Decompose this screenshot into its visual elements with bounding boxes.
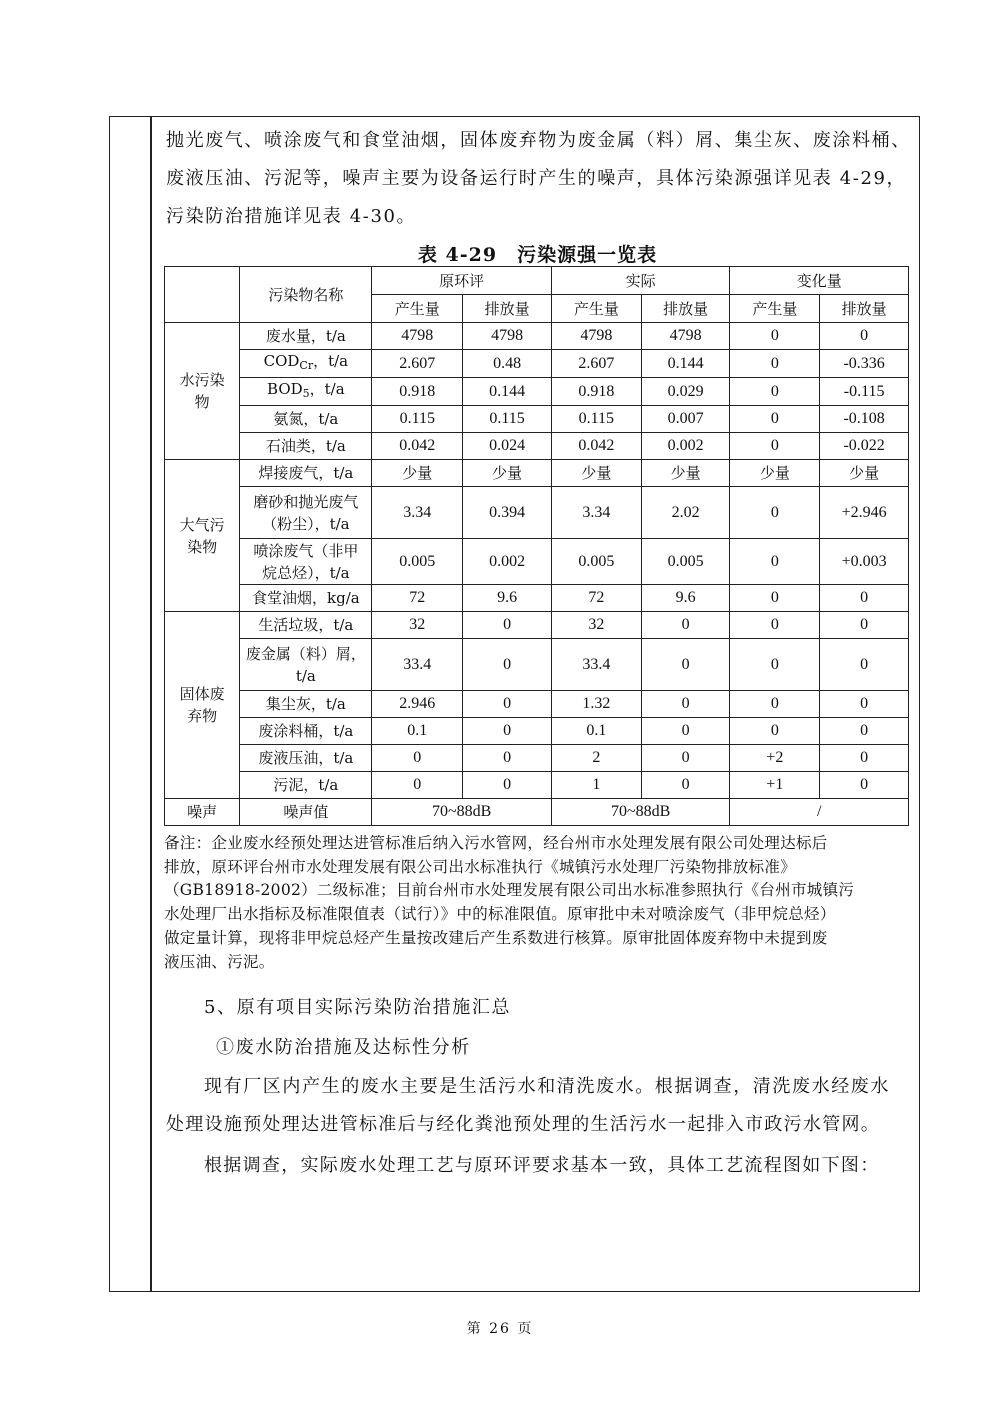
cell: 0 [372, 772, 463, 799]
cell: 2.02 [641, 487, 730, 539]
note-line: （GB18918-2002）二级标准；目前台州市水处理发展有限公司出水标准参照执行《台州市城镇污 [164, 881, 855, 900]
table-row [165, 487, 909, 539]
intro-line-1: 抛光废气、喷涂废气和食堂油烟，固体废弃物为废金属（料）屑、集尘灰、废涂料桶、 [166, 130, 911, 151]
cell: 0 [730, 406, 820, 433]
cell: 0 [730, 433, 820, 460]
row-name: 废液压油，t/a [240, 745, 372, 772]
header-sub: 产生量 [551, 295, 641, 323]
cell: 少量 [820, 460, 909, 487]
cell: 3.34 [372, 487, 463, 539]
cell: 0.48 [463, 350, 552, 378]
header-sub: 排放量 [820, 295, 909, 323]
cell: 0.024 [463, 433, 552, 460]
cell: 32 [551, 612, 641, 639]
cell: 9.6 [463, 585, 552, 612]
cell: 少量 [641, 460, 730, 487]
cell: 0 [730, 539, 820, 585]
cell: 少量 [372, 460, 463, 487]
cell: 0 [641, 612, 730, 639]
cell: 4798 [372, 323, 463, 350]
cell: 2 [551, 745, 641, 772]
cell: 0 [730, 350, 820, 378]
cell: 4798 [463, 323, 552, 350]
cell: 2.607 [372, 350, 463, 378]
cell: 0.394 [463, 487, 552, 539]
cell: +2 [730, 745, 820, 772]
table-row [165, 323, 909, 350]
cell: 2.946 [372, 691, 463, 718]
cell: 70~88dB [372, 799, 552, 826]
cell: 1 [551, 772, 641, 799]
body-line-2: 处理设施预处理达进管标准后与经化粪池预处理的生活污水一起排入市政污水管网。 [166, 1114, 881, 1135]
cell: -0.115 [820, 378, 909, 406]
cell: 0 [463, 718, 552, 745]
table-row [165, 639, 909, 691]
cell: / [730, 799, 909, 826]
cell: 0 [820, 772, 909, 799]
table-row [165, 350, 909, 378]
cell: 4798 [551, 323, 641, 350]
row-name-two-line: 废金属（料）屑， t/a [240, 639, 372, 691]
cell: 0.005 [551, 539, 641, 585]
row-name: 氨氮，t/a [240, 406, 372, 433]
cell: 0 [730, 487, 820, 539]
cell: 0.144 [641, 350, 730, 378]
cell: 0 [463, 691, 552, 718]
table-row [165, 539, 909, 585]
cell: 0 [641, 691, 730, 718]
cell: 0 [463, 772, 552, 799]
row-name-bod: $BOD_5$，t/a [240, 378, 372, 406]
cell: 0.007 [641, 406, 730, 433]
cell: 0 [730, 378, 820, 406]
cell: -0.336 [820, 350, 909, 378]
cell: 0.005 [372, 539, 463, 585]
cell: 72 [372, 585, 463, 612]
category-solid: 固体废 弃物 [165, 612, 240, 799]
cell: 0.005 [641, 539, 730, 585]
row-name: 废水量，t/a [240, 323, 372, 350]
header-sub: 产生量 [730, 295, 820, 323]
cell: 0 [820, 323, 909, 350]
cell: 0 [820, 585, 909, 612]
cell: 0 [820, 639, 909, 691]
category-water: 水污染 物 [165, 323, 240, 460]
cell: 0 [730, 639, 820, 691]
table-row [165, 772, 909, 799]
table-row [165, 718, 909, 745]
header-actual: 实际 [551, 267, 730, 295]
intro-line-2: 废液压油、污泥等，噪声主要为设备运行时产生的噪声，具体污染源强详见表 4-29， [166, 168, 907, 189]
category-air: 大气污 染物 [165, 460, 240, 612]
cell: 33.4 [372, 639, 463, 691]
header-sub: 产生量 [372, 295, 463, 323]
table-row [165, 585, 909, 612]
subsection-heading: ①废水防治措施及达标性分析 [216, 1037, 471, 1058]
note-line: 做定量计算，现将非甲烷总烃产生量按改建后产生系数进行核算。原审批固体废弃物中未提到废 [164, 928, 828, 947]
row-name: 集尘灰，t/a [240, 691, 372, 718]
cell: 少量 [463, 460, 552, 487]
cell: 0.029 [641, 378, 730, 406]
cell: 4798 [641, 323, 730, 350]
table-row [165, 460, 909, 487]
cell: 0.115 [463, 406, 552, 433]
cell: 0 [730, 323, 820, 350]
row-name: 焊接废气，t/a [240, 460, 372, 487]
cell: 2.607 [551, 350, 641, 378]
cell: 0 [820, 745, 909, 772]
page-number: 第 26 页 [466, 1321, 534, 1337]
row-name: 石油类，t/a [240, 433, 372, 460]
table-row [165, 691, 909, 718]
table-row [165, 378, 909, 406]
cell: 0.144 [463, 378, 552, 406]
pollution-source-table [164, 266, 909, 826]
table-row [165, 433, 909, 460]
cell: 0.115 [551, 406, 641, 433]
note-line: 备注：企业废水经预处理达进管标准后纳入污水管网，经台州市水处理发展有限公司处理达标后 [164, 834, 828, 852]
cell: 0.002 [641, 433, 730, 460]
cell: 0 [730, 718, 820, 745]
cell: 少量 [551, 460, 641, 487]
cell: 0 [463, 612, 552, 639]
cell: 0.1 [551, 718, 641, 745]
body-line-3: 根据调查，实际废水处理工艺与原环评要求基本一致，具体工艺流程图如下图： [204, 1155, 880, 1176]
section-heading: 5、原有项目实际污染防治措施汇总 [204, 997, 512, 1018]
cell: +0.003 [820, 539, 909, 585]
note-line: 水处理厂出水指标及标准限值表（试行）》中的标准限值。原审批中未对喷涂废气（非甲烷总烃） [164, 905, 836, 924]
cell: 0 [820, 718, 909, 745]
cell: 0.042 [551, 433, 641, 460]
cell: -0.022 [820, 433, 909, 460]
table-row [165, 406, 909, 433]
cell: 9.6 [641, 585, 730, 612]
row-name: 污泥，t/a [240, 772, 372, 799]
note-line: 排放，原环评台州市水处理发展有限公司出水标准执行《城镇污水处理厂污染物排放标准》 [164, 857, 797, 876]
cell: 0 [730, 612, 820, 639]
cell: 0 [820, 691, 909, 718]
cell: 0 [463, 639, 552, 691]
cell: 33.4 [551, 639, 641, 691]
cell: 72 [551, 585, 641, 612]
cell: 3.34 [551, 487, 641, 539]
body-line-1: 现有厂区内产生的废水主要是生活污水和清洗废水。根据调查，清洗废水经废水 [204, 1076, 890, 1097]
header-pollutant-name: 污染物名称 [240, 267, 372, 323]
cell: 0.042 [372, 433, 463, 460]
row-name: 噪声值 [240, 799, 372, 826]
row-name: 废涂料桶，t/a [240, 718, 372, 745]
cell: 0.1 [372, 718, 463, 745]
table-title: 表 4-29 污染源强一览表 [417, 244, 658, 266]
header-change: 变化量 [730, 267, 909, 295]
cell: 0.002 [463, 539, 552, 585]
cell: 0 [641, 639, 730, 691]
header-sub: 排放量 [463, 295, 552, 323]
table-row [165, 799, 909, 826]
table-row [165, 745, 909, 772]
note-line: 液压油、污泥。 [164, 952, 275, 971]
cell: 0.918 [372, 378, 463, 406]
cell: -0.108 [820, 406, 909, 433]
cell: 0.918 [551, 378, 641, 406]
cell: 0 [730, 585, 820, 612]
row-name-cod: $COD_{Cr}$，t/a [240, 350, 372, 378]
cell: 70~88dB [551, 799, 730, 826]
cell: 0.115 [372, 406, 463, 433]
cell: +2.946 [820, 487, 909, 539]
cell: 0 [641, 745, 730, 772]
cell: 0 [641, 772, 730, 799]
cell: 0 [820, 612, 909, 639]
cell: 少量 [730, 460, 820, 487]
row-name-two-line: 喷涂废气（非甲 烷总烃），t/a [240, 539, 372, 585]
intro-line-3: 污染防治措施详见表 4-30。 [166, 206, 417, 227]
table-note [164, 832, 912, 974]
cell: 0 [730, 691, 820, 718]
category-noise: 噪声 [165, 799, 240, 826]
row-name: 食堂油烟，kg/a [240, 585, 372, 612]
cell: 0 [372, 745, 463, 772]
cell: 32 [372, 612, 463, 639]
header-blank [165, 267, 240, 323]
cell: +1 [730, 772, 820, 799]
header-original-eia: 原环评 [372, 267, 552, 295]
left-column-divider [150, 116, 152, 1292]
row-name-two-line: 磨砂和抛光废气 （粉尘），t/a [240, 487, 372, 539]
cell: 0 [641, 718, 730, 745]
cell: 1.32 [551, 691, 641, 718]
cell: 0 [463, 745, 552, 772]
header-sub: 排放量 [641, 295, 730, 323]
row-name: 生活垃圾，t/a [240, 612, 372, 639]
table-row [165, 612, 909, 639]
